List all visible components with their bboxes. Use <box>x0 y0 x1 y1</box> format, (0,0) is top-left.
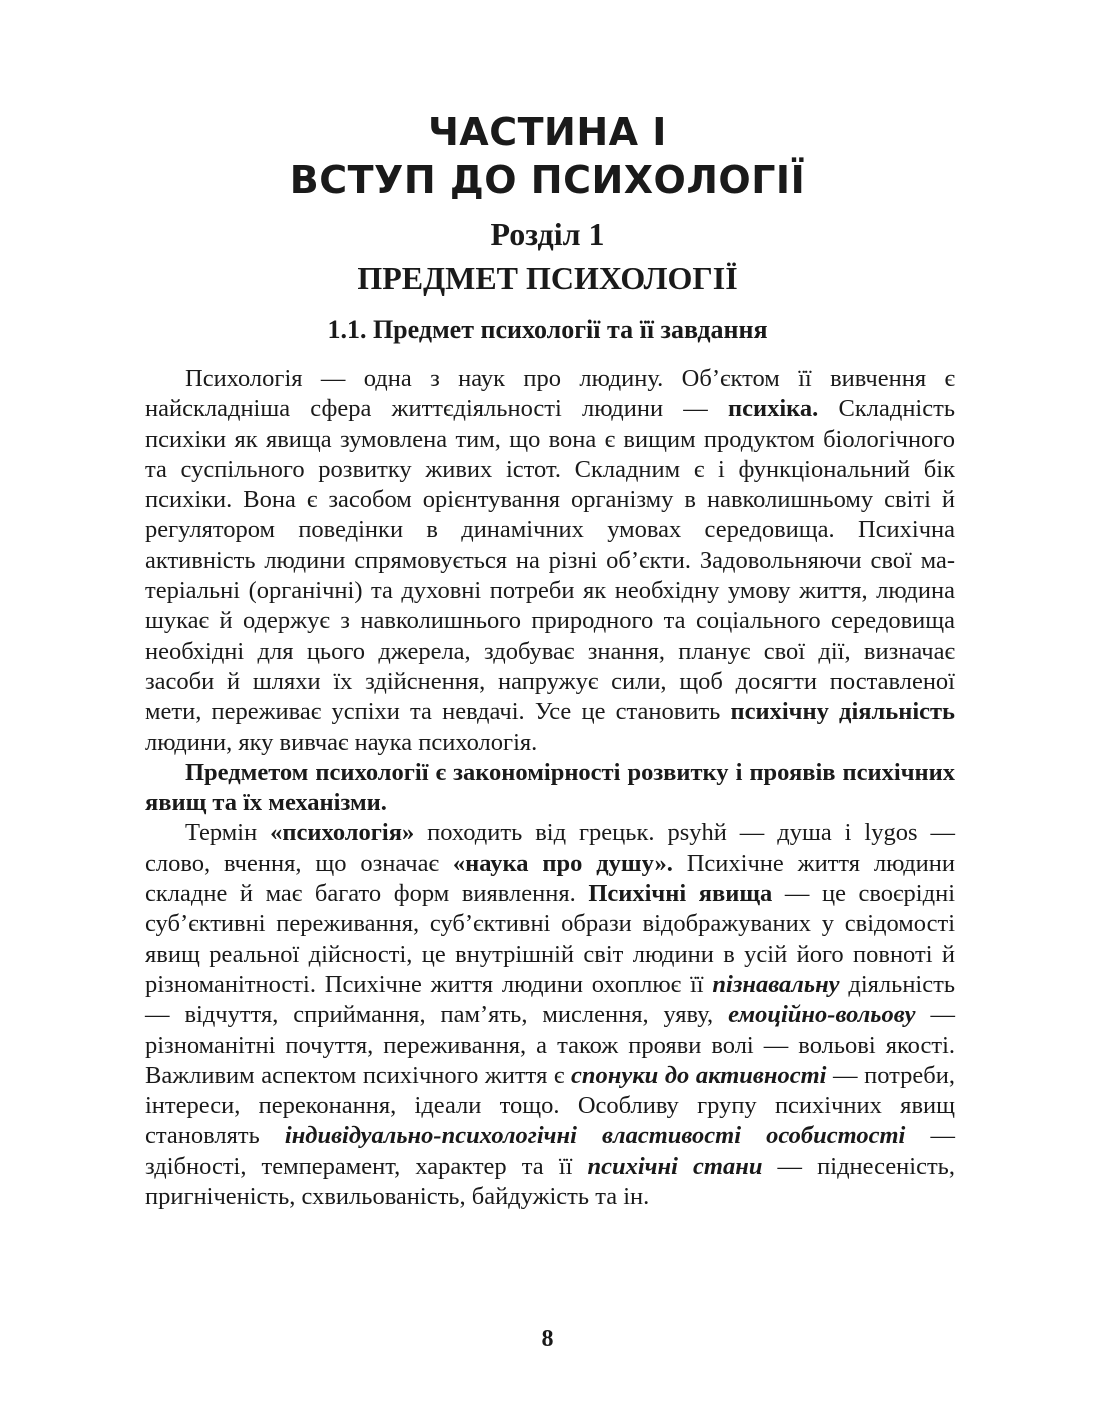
body-text <box>145 364 955 1212</box>
text-run: — це своєрідні суб’єктивні переживання, суб’єктивні образи відображуваних у свідомості явищ реальної дійсності, це внутрішній світ людини в усій його повноті й різноманітності. Психічне життя людини охоплює її <box>145 880 955 998</box>
part-title: ВСТУП ДО ПСИХОЛОГІЇ <box>289 158 806 202</box>
text-run: — здібності, темперамент, характер та її <box>145 1122 955 1180</box>
paragraph-1 <box>145 364 955 758</box>
text-run: походить від грецьк. psyhй — душа і lygos — слово, вчення, що означає <box>145 819 955 877</box>
chapter-heading <box>0 212 1095 300</box>
text-run: людини, яку вивчає наука психологія. <box>145 728 538 756</box>
term-mental-activity: психічну діяльність <box>730 698 955 726</box>
section-heading: 1.1. Предмет психології та її завдання <box>327 315 768 344</box>
term-mental-phenomena: Психічні явища <box>588 880 773 908</box>
text-run: — піднесеність, пригніченість, схвильованість, байдужість та ін. <box>145 1152 955 1211</box>
chapter-title: ПРЕДМЕТ ПСИХОЛОГІЇ <box>357 260 738 296</box>
text-run: діяльність — відчуття, сприймання, пам’ять, мислення, уяву, <box>145 970 955 1029</box>
part-heading <box>0 108 1095 204</box>
page-number: 8 <box>541 1326 554 1352</box>
term-individual-properties: індивідуально-психологічні властивості особистості <box>284 1122 906 1150</box>
paragraph-3 <box>145 818 955 1212</box>
definition-subject: Предметом психології є закономірності розвитку і проявів психічних явищ та їх механізми. <box>145 758 955 817</box>
term-cognitive: пізнавальну <box>712 970 840 998</box>
term-psychology: «психологія» <box>270 819 415 847</box>
text-run: Термін <box>185 819 271 847</box>
term-motives: спонуки до активності <box>571 1061 827 1089</box>
text-run: Складність психіки як явища зумовлена тим, що вона є вищим продуктом біологічного та суспільного розвитку живих істот. Складним є і функціональний бік психіки. Вона є засобом орієнтування організму в навколишньому світі й регулятором поведінки в динамічних умовах середовища. Психічна активність людини спрямовується на різні об’єкти. Задовольняючи свої матеріальні (органічні) та духовні потреби як необхідну умову життя, людина шукає й одержує з навколишнього природного та соціального середовища необхідні для цього джерела, здобуває знання, планує свої дії, визначає засоби й шляхи їх здійснення, напружує сили, щоб досягти поставленої мети, переживає успіхи та невдачі. Усе це становить <box>145 395 955 726</box>
term-science-of-soul: «наука про душу». <box>452 849 673 877</box>
term-mental-states: психічні стани <box>587 1152 763 1180</box>
paragraph-2 <box>145 758 955 819</box>
term-emotional-volitional: емоційно-вольову <box>728 1001 916 1029</box>
part-number: ЧАСТИНА І <box>428 110 667 154</box>
text-run: Психологія — одна з наук про людину. Об’єктом її вивчення є найскладніша сфера життєдіяльності людини — <box>145 365 955 423</box>
text-run: — потреби, інтереси, переконання, ідеали тощо. Особливу групу психічних явищ становлять <box>145 1061 955 1150</box>
term-psyche: психіка. <box>728 395 819 423</box>
text-run: Психічне життя людини складне й має багато форм виявлення. <box>145 849 956 908</box>
text-run: — різноманітні почуття, переживання, а також прояви волі — вольові якості. Важливим аспектом психічного життя є <box>145 1001 956 1089</box>
chapter-number: Розділ 1 <box>490 216 605 252</box>
